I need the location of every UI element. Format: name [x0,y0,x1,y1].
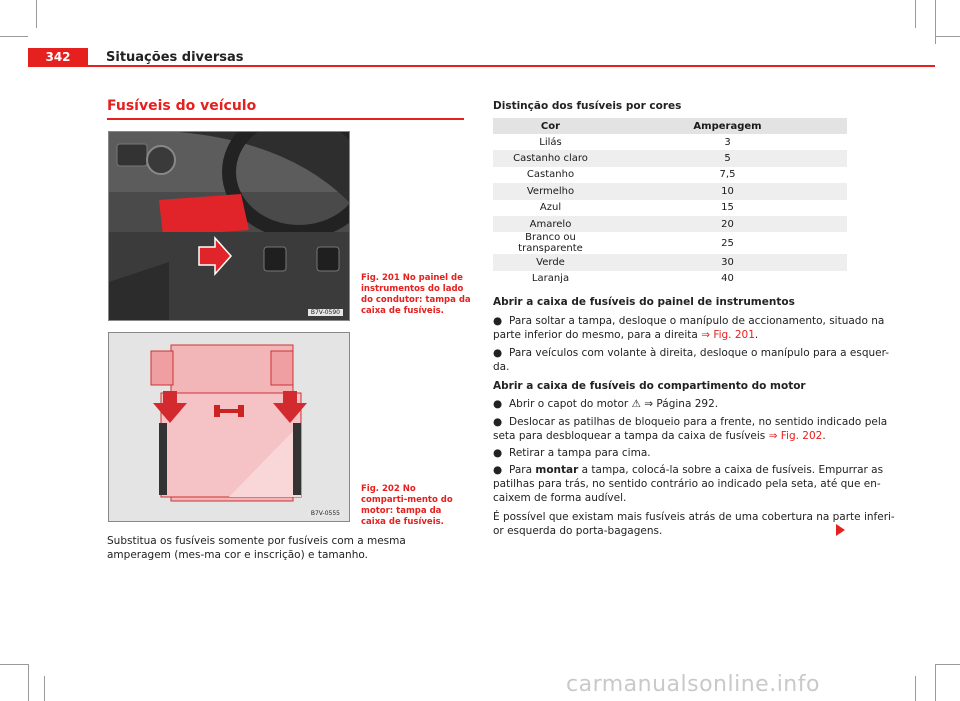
bullet-continuation: parte inferior do mesmo, para a direita ⇒ Fig. 201. [493,329,759,341]
header-rule [88,65,935,67]
crop-mark [28,664,29,701]
table-cell: Vermelho [493,183,608,199]
crop-mark [935,664,960,665]
figure-202-caption [361,484,461,528]
table-cell: Azul [539,202,562,214]
page-number: 342 [28,48,88,67]
table-header-cor: Cor [493,118,608,134]
crop-mark [935,36,960,37]
crop-mark [935,664,936,701]
bullet-item: ● Abrir o capot do motor ⚠ ⇒ Página 292. [493,398,719,410]
crop-mark [0,664,28,665]
crop-mark [935,0,936,44]
figure-201-image [108,131,350,321]
table-cell: 3 [724,136,731,148]
figure-link[interactable]: ⇒ Fig. 202 [768,430,823,442]
fuse-color-table [493,118,847,287]
figure-202-image [108,332,350,522]
crop-mark [36,0,37,28]
crop-mark [0,36,28,37]
bullet-item: ● Para veículos com volante à direita, desloque o manípulo para a esquer- [493,347,890,359]
heading-instrument-panel: Abrir a caixa de fusíveis do painel de instrumentos [493,296,795,308]
caption-text: No comparti-mento do motor: tampa da caixa de fusíveis. [361,484,453,527]
table-cell: Laranja [531,273,570,285]
table-header-amperagem: Amperagem [608,118,847,134]
figure-link[interactable]: ⇒ Fig. 201 [701,329,755,341]
bullet-item: ● Para montar a tampa, colocá-la sobre a caixa de fusíveis. Empurrar as [493,464,884,476]
bullet-dot: ● [493,315,503,327]
warning-triangle-icon: ⚠ [631,398,641,410]
table-cell: Castanho [526,169,575,181]
crop-mark [915,676,916,701]
caption-text: No painel de instrumentos do lado do condutor: tampa da caixa de fusíveis. [361,273,471,316]
table-cell: 25 [721,237,734,249]
bullet-item: ● Deslocar as patilhas de bloqueio para a frente, no sentido indicado pela [493,416,888,428]
running-title: Situações diversas [106,50,244,65]
fuse-box-illustration [109,333,349,521]
table-cell: 7,5 [719,169,736,181]
bullet-dot: ● [493,347,503,359]
bullet-dot: ● [493,464,503,476]
table-cell: Lilás [539,136,562,148]
section-title: Fusíveis do veículo [107,98,257,114]
closing-paragraph-line: É possível que existam mais fusíveis atrás de uma cobertura na parte inferi- [493,511,895,523]
figure-code: B7V-0590 [308,309,343,316]
table-cell: Verde [493,254,608,270]
table-cell: 5 [608,150,847,166]
bullet-dot: ● [493,398,503,410]
watermark: carmanualsonline.info [566,672,820,697]
section-rule [107,118,464,120]
table-cell: 30 [608,254,847,270]
bullet-continuation: da. [493,361,510,373]
table-cell: 40 [721,273,734,285]
continue-arrow-icon [836,524,845,536]
crop-mark [44,676,45,701]
table-cell: 10 [608,183,847,199]
bullet-continuation: seta para desbloquear a tampa da caixa de fusíveis ⇒ Fig. 202. [493,430,826,442]
bullet-item: ● Retirar a tampa para cima. [493,447,651,459]
heading-engine-compartment: Abrir a caixa de fusíveis do compartimento do motor [493,380,806,392]
crop-mark [915,0,916,28]
table-cell: Amarelo [493,216,608,232]
table-cell: Branco ou transparente [518,232,583,255]
table-title: Distinção dos fusíveis por cores [493,100,682,112]
body-paragraph: Substitua os fusíveis somente por fusíveis com a mesma amperagem (mes-ma cor e inscrição) e tamanho. [107,535,406,561]
caption-number: Fig. 201 [361,273,400,283]
table-cell: Castanho claro [493,150,608,166]
bullet-dot: ● [493,416,503,428]
dashboard-illustration [109,132,349,320]
closing-paragraph-line: or esquerda do porta-bagagens. [493,525,663,537]
caption-number: Fig. 202 [361,484,400,494]
bullet-continuation: caixem de forma audível. [493,492,627,504]
bullet-continuation: patilhas para trás, no sentido contrário ao indicado pela seta, até que en- [493,478,881,490]
figure-code: B7V-0555 [308,510,343,517]
figure-201-caption [361,273,471,317]
bullet-dot: ● [493,447,503,459]
table-cell: 15 [721,202,734,214]
table-cell: 20 [608,216,847,232]
bullet-item: ● Para soltar a tampa, desloque o manípulo de accionamento, situado na [493,315,885,327]
